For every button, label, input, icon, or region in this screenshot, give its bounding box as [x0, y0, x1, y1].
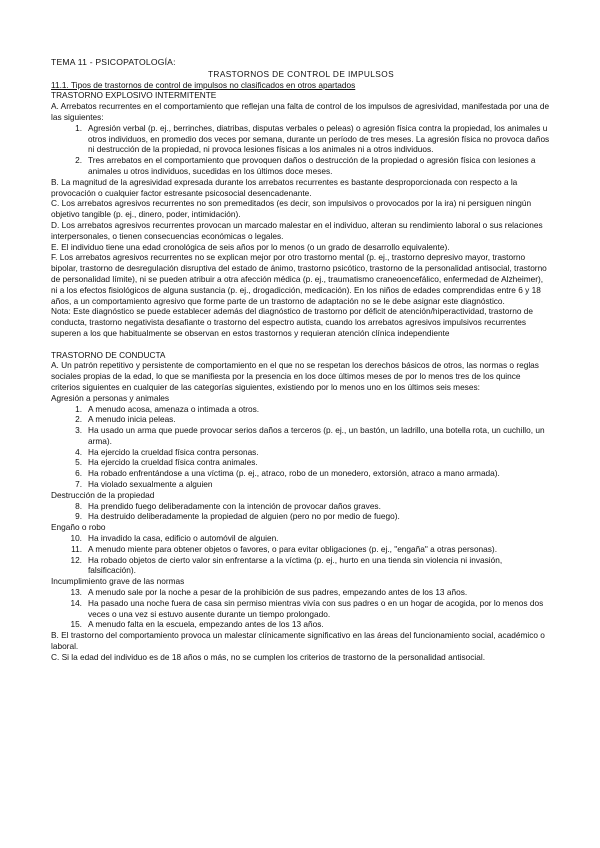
chapter-title: TRASTORNOS DE CONTROL DE IMPULSOS — [207, 68, 395, 79]
list-item: 7. Ha violado sexualmente a alguien — [75, 479, 213, 490]
list-item: 1. Agresión verbal (p. ej., berrinches, diatribas, disputas verbales o peleas) o agresión física contra la propiedad, los animales u otros individuos, en promedio dos veces por semana, durante un período de tres meses. La agresión física no provoca daños ni destrucción de la propiedad, ni provoca lesiones físicas a los animales ni a otros individuos. — [75, 122, 550, 155]
conduct-list-rules — [51, 587, 551, 630]
topic-title: TEMA 11 - PSICOPATOLOGÍA: — [51, 57, 176, 67]
explosive-criterion-b: B. La magnitud de la agresividad expresada durante los arrebatos recurrentes es bastante desproporcionada con respecto a la provocación o cualquier factor estresante psicosocial desencadenante. — [51, 176, 518, 198]
conduct-criterion-b: B. El trastorno del comportamiento provoca un malestar clínicamente significativo en las áreas del funcionamiento social, académico o laboral. — [51, 630, 545, 652]
section-title: 11.1. Tipos de trastornos de control de impulsos no clasificados en otros apartados — [51, 79, 356, 90]
list-item: 1. A menudo acosa, amenaza o intimada a otros. — [75, 403, 260, 414]
list-item: 6. Ha robado enfrentándose a una víctima (p. ej., atraco, robo de un monedero, extorsión, atraco a mano armada). — [75, 468, 500, 479]
explosive-criterion-a: A. Arrebatos recurrentes en el comportamiento que reflejan una falta de control de los impulsos de agresividad, manifestada por una de las siguientes: — [51, 101, 550, 122]
list-item: 10. Ha invadido la casa, edificio o automóvil de alguien. — [70, 533, 279, 544]
list-item: 2. Tres arrebatos en el comportamiento que provoquen daños o destrucción de la propiedad o agresión física con lesiones a animales u otros individuos, sucedidas en los últimos doce meses. — [75, 155, 536, 176]
list-item: 15. A menudo falta en la escuela, empezando antes de los 13 años. — [70, 619, 324, 630]
list-item: 13. A menudo sale por la noche a pesar de la prohibición de sus padres, empezando antes de los 13 años. — [70, 587, 468, 598]
group-title: Agresión a personas y animales — [51, 392, 170, 403]
list-item: 11. A menudo miente para obtener objetos o favores, o para evitar obligaciones (p. ej., "engaña" a otras personas). — [71, 543, 497, 554]
explosive-criterion-f: F. Los arrebatos agresivos recurrentes no se explican mejor por otro trastorno mental (p. ej., trastorno depresivo mayor, trastorno bipolar, trastorno de desregulación disruptiva del estado de ánimo, trastorno psicótico, trastorno de la personalidad antisocial, trastorno de personalidad límite), ni se pueden atribuir a otra afección médica (p. ej., traumatismo craneoencefálico, enfermedad de Alzheimer), ni a los efectos fisiológicos de alguna sustancia (p. ej., drogadicción, medicación). En los niños de edades comprendidas entre 6 y 18 años, a un comportamiento agresivo que forme parte de un trastorno de adaptación no se le debe asignar este diagnóstico. — [51, 252, 547, 306]
spacer — [51, 339, 551, 350]
list-item: 9. Ha destruido deliberadamente la propiedad de alguien (pero no por medio de fuego). — [75, 511, 400, 522]
explosive-criterion-d: D. Los arrebatos agresivos recurrentes provocan un marcado malestar en el individuo, alteran su rendimiento laboral o sus relaciones interpersonales, o tienen consecuencias económicas o legales. — [51, 219, 543, 241]
conduct-list-aggression — [51, 404, 551, 490]
group-title: Destrucción de la propiedad — [51, 489, 155, 500]
conduct-heading: TRASTORNO DE CONDUCTA — [51, 349, 166, 360]
explosive-list — [51, 123, 551, 177]
explosive-criterion-e: E. El individuo tiene una edad cronológica de seis años por lo menos (o un grado de desarrollo equivalente). — [51, 241, 450, 252]
list-item: 14. Ha pasado una noche fuera de casa sin permiso mientras vivía con sus padres o en un hogar de acogida, por lo menos dos veces o una vez si estuvo ausente durante un tiempo prolongado. — [70, 597, 544, 619]
document-body — [51, 57, 551, 663]
group-title: Engaño o robo — [51, 522, 106, 533]
conduct-criterion-a: A. Un patrón repetitivo y persistente de comportamiento en el que no se respetan los derechos básicos de otros, las normas o reglas sociales propias de la edad, lo que se manifiesta por la presencia en los doce últimos meses de por lo menos tres de los quince criterios siguientes en cualquier de las categorías siguientes, existiendo por lo menos uno en los últimos seis meses: — [51, 360, 539, 392]
list-item: 8. Ha prendido fuego deliberadamente con la intención de provocar daños graves. — [75, 500, 381, 511]
conduct-criterion-c: C. Si la edad del individuo es de 18 años o más, no se cumplen los criterios de trastorno de la personalidad antisocial. — [51, 651, 485, 662]
conduct-list-property — [51, 501, 551, 523]
list-item: 12. Ha robado objetos de cierto valor sin enfrentarse a la víctima (p. ej., hurto en una tienda sin violencia ni invasión, falsificación). — [70, 554, 503, 576]
conduct-list-deceit — [51, 533, 551, 576]
explosive-criterion-c: C. Los arrebatos agresivos recurrentes no son premeditados (es decir, son impulsivos o provocados por la ira) ni persiguen ningún objetivo tangible (p. ej., dinero, poder, intimidación). — [51, 198, 532, 220]
list-item: 3. Ha usado un arma que puede provocar serios daños a terceros (p. ej., un bastón, un ladrillo, una botella rota, un cuchillo, un arma). — [75, 425, 545, 446]
group-title: Incumplimiento grave de las normas — [51, 576, 185, 587]
explosive-heading: TRASTORNO EXPLOSIVO INTERMITENTE — [51, 90, 217, 101]
list-item: 2. A menudo inicia peleas. — [75, 414, 176, 425]
list-item: 5. Ha ejercido la crueldad física contra animales. — [75, 457, 258, 468]
list-item: 4. Ha ejercido la crueldad física contra personas. — [75, 446, 259, 457]
explosive-note: Nota: Este diagnóstico se puede establecer además del diagnóstico de trastorno por déficit de atención/hiperactividad, trastorno de conducta, trastorno negativista desafiante o trastorno del espectro autista, cuando los arrebatos agresivos impulsivos recurrentes superen a los que habitualmente se observan en estos trastornos y requieran atención clínica independiente — [51, 306, 533, 338]
